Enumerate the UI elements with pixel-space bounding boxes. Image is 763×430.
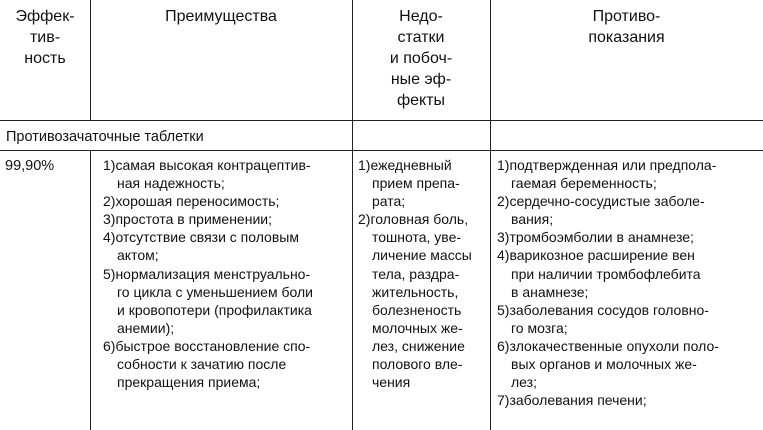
list-item-line: 2)головная боль, — [358, 211, 469, 228]
list-item-line: ная надежность; — [117, 175, 225, 192]
list-item-line: при наличии тромбофлебита — [511, 265, 701, 282]
list-item — [358, 156, 488, 210]
list-item-line: вых органов и молочных же- — [511, 356, 697, 373]
list-item-line: рата; — [372, 193, 406, 210]
list-item — [103, 265, 348, 337]
header-line: Противо- — [592, 8, 661, 25]
list-item-line: актом; — [117, 247, 159, 264]
list-item-line: прекращения приема; — [117, 374, 261, 391]
list-item-line: 7)заболевания печени; — [497, 392, 647, 409]
list-item-line: анемии); — [117, 319, 175, 336]
header-line: ные эф- — [390, 71, 452, 88]
list-item-line: лез; — [511, 374, 537, 391]
header-contraindications — [490, 6, 763, 48]
list-item-line: 6)быстрое восстановление спо- — [103, 337, 311, 354]
list-item-line: полового вле- — [372, 356, 463, 373]
header-effectiveness — [0, 6, 90, 69]
list-item-line: 4)варикозное расширение вен — [497, 247, 695, 264]
header-line: ность — [24, 50, 66, 67]
header-line: и побоч- — [389, 50, 453, 67]
list-item — [103, 337, 348, 391]
list-item-line: тела, раздра- — [372, 265, 460, 282]
list-item — [497, 192, 761, 228]
list-item — [497, 228, 761, 246]
list-item — [103, 228, 348, 264]
list-item — [497, 301, 761, 337]
list-item-line: го мозга; — [511, 319, 568, 336]
list-item-line: 6)злокачественные опухоли поло- — [497, 337, 719, 354]
header-line: показания — [588, 29, 665, 46]
disadvantages-list — [358, 156, 488, 391]
header-disadvantages — [352, 6, 490, 111]
header-line: статки — [397, 29, 445, 46]
list-item-line: 1)ежедневный — [358, 157, 452, 173]
list-item-line: 4)отсутствие связи с половым — [103, 229, 299, 246]
list-item-line: 2)хорошая переносимость; — [103, 193, 280, 210]
list-item-line: тошнота, уве- — [372, 229, 462, 246]
list-item-line: 3)тромбоэмболии в анамнезе; — [497, 229, 694, 246]
list-item-line: чения — [372, 374, 411, 391]
list-item-line: 3)простота в применении; — [103, 211, 272, 228]
list-item — [497, 337, 761, 391]
list-item-line: 1)подтвержденная или предпола- — [497, 157, 717, 173]
list-item-line: вания; — [511, 211, 554, 228]
column-divider — [90, 150, 91, 430]
section-bottom-border — [0, 150, 763, 151]
list-item — [497, 246, 761, 300]
advantages-list — [103, 156, 348, 391]
list-item-line: 1)самая высокая контрацептив- — [103, 157, 311, 173]
header-bottom-border — [0, 120, 763, 121]
list-item-line: го цикла с уменьшением боли — [117, 283, 313, 300]
list-item — [103, 156, 348, 192]
list-item-line: 2)сердечно-сосудистые заболе- — [497, 193, 705, 210]
list-item — [497, 156, 761, 192]
list-item-line: молочных же- — [372, 319, 463, 336]
header-line: фекты — [396, 92, 446, 109]
list-item-line: 5)заболевания сосудов головно- — [497, 301, 709, 318]
column-divider — [490, 0, 491, 430]
list-item-line: лез, снижение — [372, 337, 465, 354]
list-item-line: в анамнезе; — [511, 283, 589, 300]
list-item-line: собности к зачатию после — [117, 356, 287, 373]
list-item — [497, 391, 761, 409]
list-item-line: 5)нормализация менструально- — [103, 265, 311, 282]
list-item-line: гаемая беременность; — [511, 175, 657, 192]
header-line: тив- — [29, 29, 61, 46]
list-item-line: личение массы — [372, 247, 472, 264]
list-item-line: жительность, — [372, 283, 459, 300]
header-line: Недо- — [399, 8, 443, 25]
header-line: Преимущества — [165, 8, 277, 25]
section-title: Противозачаточные таблетки — [6, 129, 204, 145]
list-item-line: и кровопотери (профилактика — [117, 301, 312, 318]
list-item — [103, 210, 348, 228]
list-item — [358, 210, 488, 391]
header-line: Эффек- — [15, 8, 75, 25]
header-advantages — [90, 6, 352, 27]
list-item-line: прием препа- — [372, 175, 460, 192]
list-item — [103, 192, 348, 210]
contraindications-list — [497, 156, 761, 409]
list-item-line: болезненость — [372, 301, 462, 318]
effectiveness-value: 99,90% — [5, 158, 55, 174]
